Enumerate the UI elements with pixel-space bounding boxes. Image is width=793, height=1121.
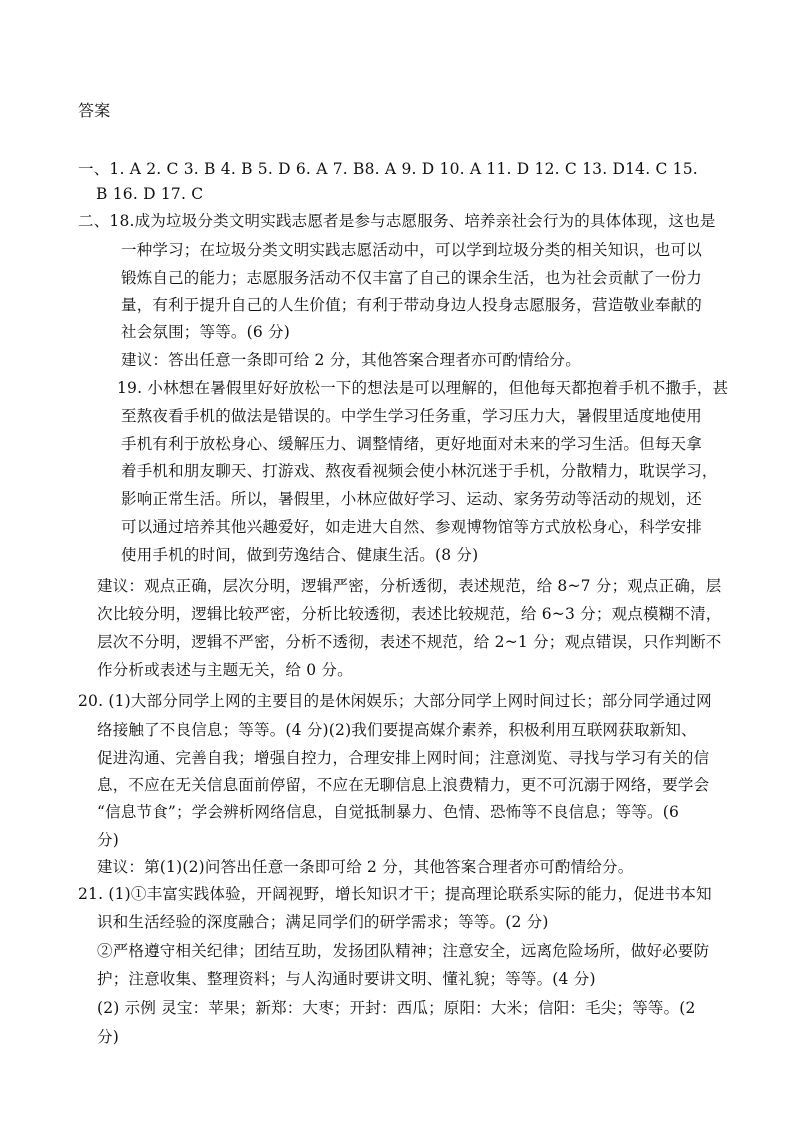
mc-answers-line-1: 一、1. A 2. C 3. B 4. B 5. D 6. A 7. B8. A 9. D 10. A 11. D 12. C 13. D14. C 15.: [78, 160, 698, 178]
q18-line: 二、18.成为垃圾分类文明实践志愿者是参与志愿服务、培养亲社会行为的具体体现，这也是: [78, 212, 716, 230]
q21-line: ②严格遵守相关纪律；团结互助，发扬团队精神；注意安全，远离危险场所，做好必要防: [97, 942, 710, 960]
q21-line: 21. (1)①丰富实践体验，开阔视野，增长知识才干；提高理论联系实际的能力，促进书本知: [78, 885, 712, 903]
q19-line: 19. 小林想在暑假里好好放松一下的想法是可以理解的，但他每天都抱着手机不撒手，甚: [117, 379, 729, 397]
q20-line: 分): [97, 831, 119, 849]
q21-line: 识和生活经验的深度融合；满足同学们的研学需求；等等。(2 分): [97, 913, 549, 931]
q18-line: 锻炼自己的能力；志愿服务活动不仅丰富了自己的课余生活，也为社会贡献了一份力: [121, 269, 702, 287]
q19-scoring-note: 建议：观点正确，层次分明，逻辑严密，分析透彻，表述规范，给 8~7 分；观点正确，层: [97, 577, 722, 595]
q19-line: 手机有利于放松身心、缓解压力、调整情绪，更好地面对未来的学习生活。但每天拿: [121, 435, 702, 453]
q19-scoring-note: 作分析或表述与主题无关，给 0 分。: [97, 661, 353, 679]
q21-line: (2) 示例 灵宝：苹果；新郑：大枣；开封：西瓜；原阳：大米；信阳：毛尖；等等。(2: [97, 999, 696, 1017]
q19-line: 可以通过培养其他兴趣爱好，如走进大自然、参观博物馆等方式放松身心，科学安排: [121, 518, 702, 536]
q18-line: 量，有利于提升自己的人生价值；有利于带动身边人投身志愿服务，营造敬业奉献的: [121, 296, 702, 314]
q19-line: 着手机和朋友聊天、打游戏、熬夜看视频会使小林沉迷于手机，分散精力，耽误学习，: [121, 462, 718, 480]
q20-line: 促进沟通、完善自我；增强自控力，合理安排上网时间；注意浏览、寻找与学习有关的信: [97, 749, 710, 767]
q18-line: 社会氛围；等等。(6 分): [121, 323, 290, 341]
q20-line: 20. (1)大部分同学上网的主要目的是休闲娱乐；大部分同学上网时间过长；部分同学通过网: [78, 692, 712, 710]
q19-line: 至熬夜看手机的做法是错误的。中学生学习任务重，学习压力大，暑假里适度地使用: [121, 407, 702, 425]
q20-line: 息，不应在无关信息面前停留，不应在无聊信息上浪费精力，更不可沉溺于网络，要学会: [97, 776, 710, 794]
mc-answers-line-2: B 16. D 17. C: [96, 185, 204, 203]
q21-line: 分): [97, 1028, 119, 1046]
q18-scoring-note: 建议：答出任意一条即可给 2 分，其他答案合理者亦可酌情给分。: [121, 351, 581, 369]
q19-scoring-note: 层次不分明，逻辑不严密，分析不透彻，表述不规范，给 2~1 分；观点错误，只作判断不: [97, 633, 722, 651]
q19-line: 影响正常生活。所以，暑假里，小林应做好学习、运动、家务劳动等活动的规划，还: [121, 490, 702, 508]
q19-scoring-note: 次比较分明，逻辑比较严密，分析比较透彻，表述比较规范，给 6~3 分；观点模糊不清，: [97, 605, 722, 623]
q20-line: “信息节食”；学会辨析网络信息，自觉抵制暴力、色情、恐怖等不良信息；等等。(6: [97, 803, 680, 821]
q20-line: 络接触了不良信息；等等。(4 分)(2)我们要提高媒介素养，积极利用互联网获取新知、: [97, 721, 697, 739]
q18-line: 一种学习；在垃圾分类文明实践志愿活动中，可以学到垃圾分类的相关知识，也可以: [121, 241, 702, 259]
page-title: 答案: [78, 101, 111, 120]
q19-line: 使用手机的时间，做到劳逸结合、健康生活。(8 分): [121, 546, 479, 564]
q21-line: 护；注意收集、整理资料；与人沟通时要讲文明、懂礼貌；等等。(4 分): [97, 970, 596, 988]
q20-scoring-note: 建议：第(1)(2)问答出任意一条即可给 2 分，其他答案合理者亦可酌情给分。: [97, 858, 634, 876]
